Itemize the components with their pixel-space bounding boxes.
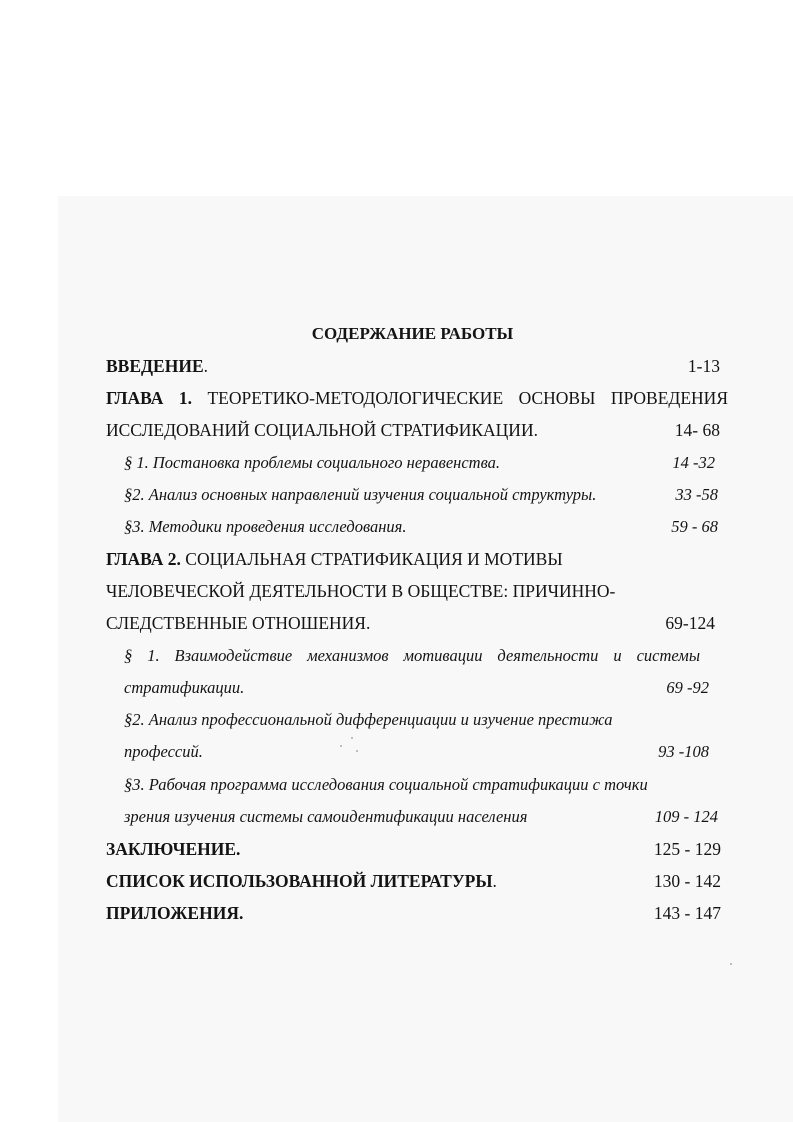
toc-entry-conclusion [0,833,793,865]
entry-text: § 1. Постановка проблемы социального неравенства. [124,453,500,472]
entry-pages: 143 - 147 [653,903,721,923]
toc-entry-ch2-par2-line-1 [0,704,793,736]
toc-entry-ch1-par1 [0,447,793,479]
entry-pages: 69-124 [665,613,715,633]
toc-title-text: СОДЕРЖАНИЕ РАБОТЫ [311,324,514,343]
toc-entry-appendices [0,897,793,929]
toc-entry-ch2-par1-line-2 [0,672,793,704]
entry-text: профессий. [124,742,203,761]
entry-text: ЧЕЛОВЕЧЕСКОЙ ДЕЯТЕЛЬНОСТИ В ОБЩЕСТВЕ: ПРИЧИННО- [106,581,616,601]
entry-text: СЛЕДСТВЕННЫЕ ОТНОШЕНИЯ. [106,613,371,633]
toc-entry-chapter-2-line-2 [0,575,793,607]
entry-label [106,350,208,382]
entry-bold: ВВЕДЕНИЕ [106,356,204,376]
entry-pages: 69 -92 [666,678,709,697]
entry-text: зрения изучения системы самоидентификации населения [124,807,528,826]
entry-label [106,865,497,897]
toc-entry-chapter-2-line-1 [0,543,793,575]
entry-label [106,543,563,575]
toc-entry-chapter-1-line-1 [0,382,793,414]
scan-speck [351,737,353,739]
scan-speck [730,963,732,965]
toc-title [0,318,793,350]
entry-pages: 93 -108 [658,742,709,761]
entry-pages: 14- 68 [674,420,720,440]
toc-entry-chapter-2-line-3 [0,607,793,639]
toc-entry-ch2-par3-line-1 [0,769,793,801]
entry-pages: 125 - 129 [653,839,721,859]
entry-text: §3. Методики проведения исследования. [124,517,407,536]
toc-entry-chapter-1-line-2 [0,414,793,446]
toc-entry-ch1-par2 [0,479,793,511]
entry-bold: ЗАКЛЮЧЕНИЕ. [106,839,241,859]
entry-suffix: . [203,356,209,376]
entry-text: §3. Рабочая программа исследования социальной стратификации с точки [124,775,648,794]
entry-pages: 1-13 [687,356,720,376]
toc-entry-ch2-par2-line-2 [0,736,793,768]
entry-pages: 14 -32 [672,453,715,472]
toc-entry-ch2-par1-line-1 [0,640,793,672]
entry-bold: СПИСОК ИСПОЛЬЗОВАННОЙ ЛИТЕРАТУРЫ [106,871,493,891]
entry-bold: ГЛАВА 2. [106,549,181,569]
entry-text: §2. Анализ основных направлений изучения социальной структуры. [124,485,597,504]
toc-entry-bibliography [0,865,793,897]
entry-label [106,382,728,414]
entry-suffix: . [492,871,497,891]
entry-pages: 59 - 68 [671,517,718,536]
entry-label [106,833,240,865]
entry-text: СОЦИАЛЬНАЯ СТРАТИФИКАЦИЯ И МОТИВЫ [185,549,563,569]
entry-bold: ПРИЛОЖЕНИЯ. [106,903,244,923]
entry-pages: 130 - 142 [653,871,721,891]
scan-speck [340,745,342,747]
entry-label [106,897,243,929]
entry-pages: 33 -58 [675,485,718,504]
entry-text: §2. Анализ профессиональной дифференциации и изучение престижа [124,710,613,729]
toc-entry-ch1-par3 [0,511,793,543]
entry-text: стратификации. [124,678,245,697]
entry-text: ТЕОРЕТИКО-МЕТОДОЛОГИЧЕСКИЕ ОСНОВЫ ПРОВЕДЕНИЯ [207,388,728,408]
toc-entry-introduction [0,350,793,382]
entry-bold: ГЛАВА 1. [106,388,192,408]
entry-text: § 1. Взаимодействие механизмов мотивации деятельности и системы [124,646,700,665]
toc-entry-ch2-par3-line-2 [0,801,793,833]
entry-text: ИССЛЕДОВАНИЙ СОЦИАЛЬНОЙ СТРАТИФИКАЦИИ. [106,420,538,440]
scan-speck [356,750,358,752]
entry-pages: 109 - 124 [654,807,718,826]
